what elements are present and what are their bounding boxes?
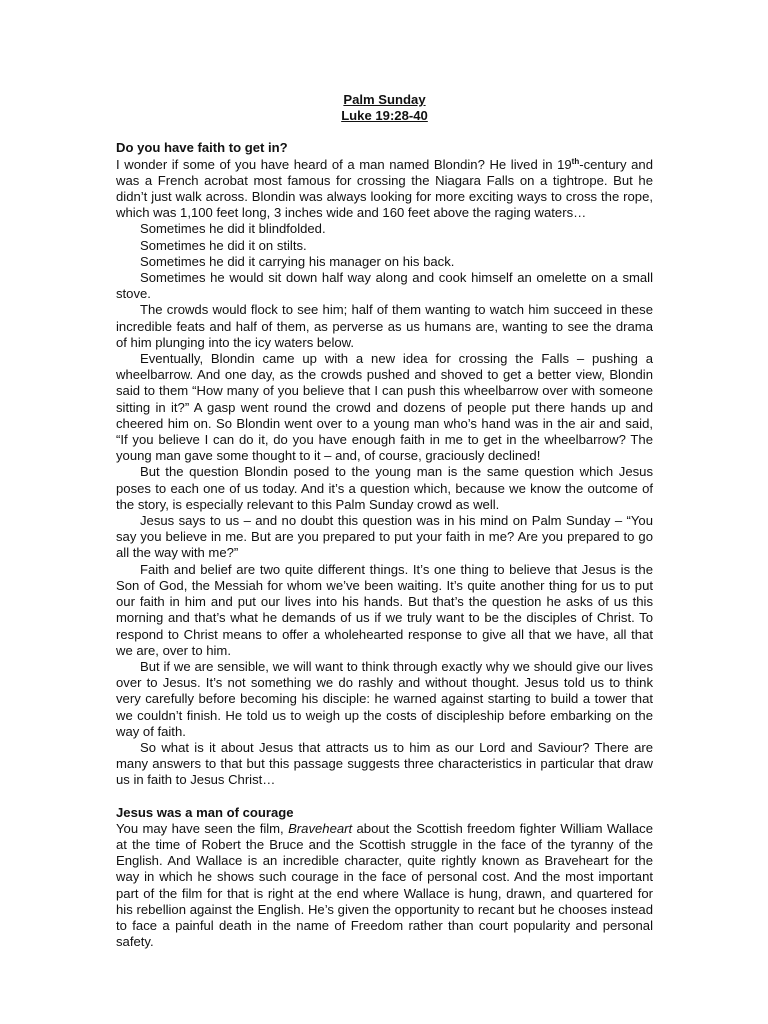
braveheart-paragraph xyxy=(116,821,653,951)
paragraph: Sometimes he did it carrying his manager on his back. xyxy=(140,253,455,269)
intro-superscript: th xyxy=(571,156,580,166)
sermon-title: Palm Sunday xyxy=(343,92,426,107)
paragraph: Eventually, Blondin came up with a new idea for crossing the Falls – pushing a wheelbarrow. And one day, as the crowds pushed and shoved to get a better view, Blondin said to them “How many of you believe that I can push this wheelbarrow over with someone sitting in it?” A gasp went round the crowd and dozens of people put there hands up and cheered him on. So Blondin went over to a young man who’s hand was in the air and said, “If you believe I can do it, do you have enough faith in me to get in the wheelbarrow? The young man gave some thought to it – and, of course, graciously declined! xyxy=(116,351,653,464)
document-page xyxy=(116,92,653,950)
braveheart-text-b: about the Scottish freedom fighter William Wallace at the time of Robert the Bruce and the Scottish struggle in the face of the tyranny of the English. And Wallace is an incredible character, quite rightly known as Braveheart for the way in which he shows such courage in the face of personal cost. And the most important part of the film for that is right at the end where Wallace is hung, drawn, and quartered for his rebellion against the English. He’s given the opportunity to recant but he chooses instead to face a painful death in the name of Freedom rather than court popularity and personal safety. xyxy=(116,820,654,950)
paragraph: The crowds would flock to see him; half of them wanting to watch him succeed in these incredible feats and half of them, as perverse as us humans are, wanting to see the drama of him plunging into the icy waters below. xyxy=(116,302,653,350)
braveheart-text-a: You may have seen the film, xyxy=(116,820,289,836)
film-title: Braveheart xyxy=(288,820,353,836)
intro-text-a: I wonder if some of you have heard of a man named Blondin? He lived in 19 xyxy=(116,156,572,172)
paragraph: But if we are sensible, we will want to think through exactly why we should give our lives over to Jesus. It’s not something we do rashly and without thought. Jesus told us to think very carefully before becoming his disciple: he warned against starting to build a tower that we couldn’t finish. He told us to weigh up the costs of discipleship before embarking on the way of faith. xyxy=(116,658,653,739)
section-heading-faith: Do you have faith to get in? xyxy=(116,140,288,156)
paragraph: Sometimes he would sit down half way along and cook himself an omelette on a small stove. xyxy=(116,270,653,302)
paragraph: Jesus says to us – and no doubt this question was in his mind on Palm Sunday – “You say you believe in me. But are you prepared to put your faith in me? Are you prepared to go all the way with me?” xyxy=(116,513,653,561)
spacer xyxy=(116,124,653,140)
paragraph: But the question Blondin posed to the young man is the same question which Jesus poses to each one of us today. And it’s a question which, because we know the outcome of the story, is especially relevant to this Palm Sunday crowd as well. xyxy=(116,464,653,512)
intro-text-b: -century and was a French acrobat most famous for crossing the Niagara Falls on a tightrope. But he didn’t just walk across. Blondin was always looking for more exciting ways to cross the rope, which was 1,100 feet long, 3 inches wide and 160 feet above the raging waters… xyxy=(116,156,653,221)
paragraph: Sometimes he did it on stilts. xyxy=(140,237,307,253)
scripture-reference: Luke 19:28-40 xyxy=(341,108,428,124)
spacer xyxy=(116,789,653,805)
intro-paragraph xyxy=(116,157,653,222)
paragraph: Sometimes he did it blindfolded. xyxy=(140,221,326,237)
section-heading-courage: Jesus was a man of courage xyxy=(116,804,294,820)
paragraph: So what is it about Jesus that attracts us to him as our Lord and Saviour? There are many answers to that but this passage suggests three characteristics in particular that draw us in faith to Jesus Christ… xyxy=(116,739,653,788)
paragraph: Faith and belief are two quite different things. It’s one thing to believe that Jesus is the Son of God, the Messiah for whom we’ve been waiting. It’s quite another thing for us to put our faith in him and put our lives into his hands. But that’s the question he asks of us this morning and that’s what he demands of us if we truly want to be the disciples of Christ. To respond to Christ means to offer a wholehearted response to give all that we have, all that we are, over to him. xyxy=(116,561,653,658)
